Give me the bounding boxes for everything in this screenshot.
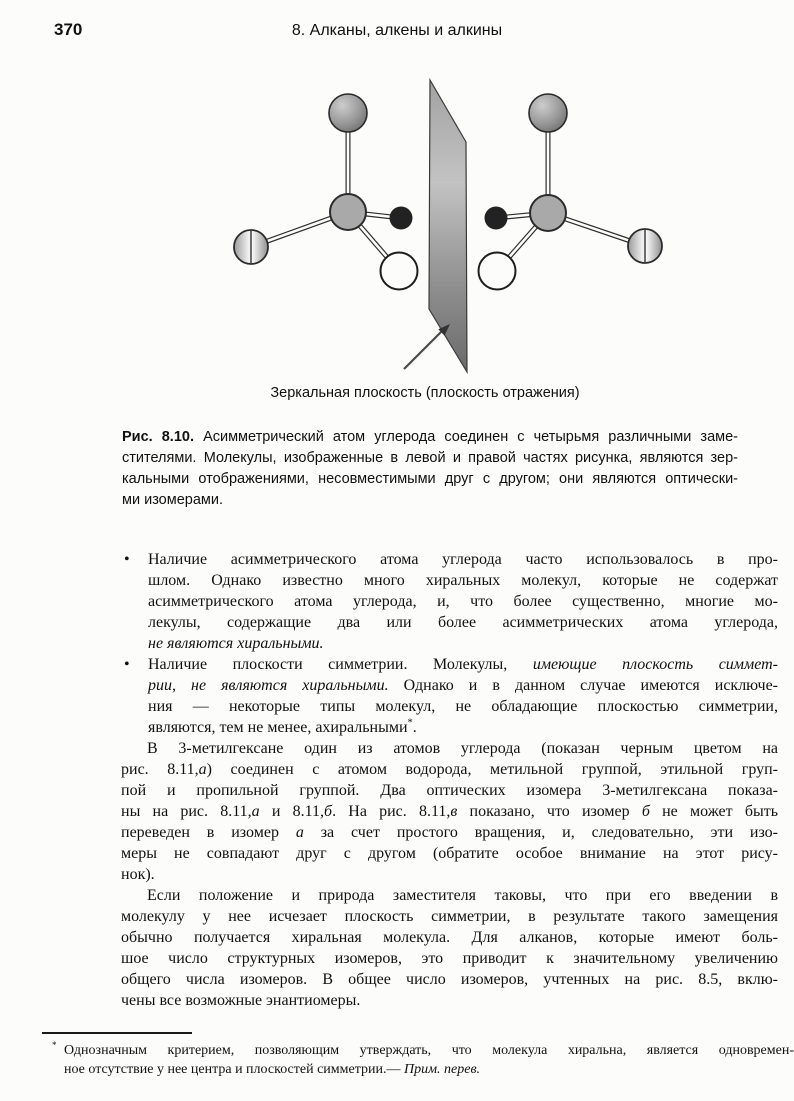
body-text [121, 549, 778, 1011]
text-line: ния — некоторые типы молекул, не обладающие плоскостью симметрии, [148, 698, 778, 715]
text-line: не являются хиральными. [148, 635, 324, 652]
figure-8-10 [0, 0, 794, 386]
text-line: Если положение и природа заместителя таковы, что при его введении в [147, 887, 778, 904]
substituent-sphere-striped-right [628, 229, 662, 263]
text-line: рии, не являются хиральными. Однако и в данном случае имеются исключе- [148, 677, 778, 694]
substituent-sphere-black-right [485, 207, 508, 230]
central-carbon-right [530, 195, 566, 231]
page-number: 370 [54, 20, 83, 39]
footnote [52, 1041, 794, 1079]
pointer-arrow-icon [404, 324, 450, 369]
text-line: рис. 8.11,а) соединен с атомом водорода, метильной группой, этильной груп- [121, 761, 778, 778]
text-line: ное отсутствие у нее центра и плоскостей симметрии.— Прим. перев. [64, 1062, 481, 1077]
text-line: переведен в изомер а за счет простого вращения, и, следовательно, эти изо- [121, 824, 779, 841]
text-line: шлом. Однако известно много хиральных молекул, которые не содержат [148, 572, 778, 589]
text-line: молекулу у нее исчезает плоскость симметрии, в результате такого замещения [121, 908, 778, 925]
text-line: пой и пропильной группой. Два оптических изомера 3-метилгексана показа- [121, 782, 778, 799]
chapter-header: 8. Алканы, алкены и алкины [291, 22, 503, 39]
text-line: Наличие плоскости симметрии. Молекулы, имеющие плоскость симмет- [148, 656, 779, 673]
molecule-right [479, 94, 663, 290]
footnote-divider [42, 1032, 192, 1034]
text-line: ми изомерами. [122, 492, 224, 508]
bullet-item-asymmetric-carbon [121, 549, 778, 654]
text-line: являются, тем не менее, ахиральными*. [148, 717, 417, 736]
paragraph-3-methylhexane [121, 738, 778, 885]
substituent-sphere-black-left [390, 207, 413, 230]
text-line: стителями. Молекулы, изображенные в левой и правой частях рисунка, являются зер- [122, 450, 738, 466]
text-line: нок). [121, 866, 155, 883]
paragraph-chiral-substitution [121, 885, 778, 1011]
bond-highlights-right [496, 113, 645, 271]
text-line: В 3-метилгексане один из атомов углерода (показан черным цветом на [147, 740, 778, 757]
bullet-icon: • [124, 551, 130, 568]
bond-highlights-left [251, 113, 401, 271]
substituent-sphere-top-left [329, 94, 367, 132]
text-line: обычно получается хиральная молекула. Для алканов, которые имеют боль- [121, 929, 778, 946]
text-line: шое число структурных изомеров, это приводит к значительному увеличению [121, 950, 778, 967]
text-line: Наличие асимметрического атома углерода часто использовалось в про- [148, 551, 778, 568]
bullet-text [148, 549, 778, 654]
central-carbon-left [330, 194, 366, 230]
text-line: * Однозначным критерием, позволяющим утверждать, что молекула хиральна, является одновремен- [52, 1040, 794, 1058]
substituent-sphere-striped-left [234, 230, 268, 264]
bullet-text [148, 654, 778, 738]
text-line: лекулы, содержащие два или более асимметрических атома углерода, [148, 614, 778, 631]
text-line: асимметрического атома углерода, и, что более существенно, многие мо- [148, 593, 778, 610]
text-line: общего числа изомеров. В общее число изомеров, учтенных на рис. 8.5, вклю- [121, 971, 778, 988]
text-line: Рис. 8.10. Асимметрический атом углерода соединен с четырьмя различными заме- [122, 429, 738, 445]
bullet-item-symmetry-plane [121, 654, 778, 738]
mirror-plane-label: Зеркальная плоскость (плоскость отражения) [270, 385, 580, 401]
text-line: ны на рис. 8.11,а и 8.11,б. На рис. 8.11,в показано, что изомер б не может быть [121, 803, 779, 820]
text-line: меры не совпадают друг с другом (обратите особое внимание на этот рису- [121, 845, 778, 862]
substituent-sphere-white-right [479, 253, 516, 290]
bullet-icon: • [124, 656, 130, 673]
substituent-sphere-white-left [381, 253, 418, 290]
text-line: кальными отображениями, несовместимыми друг с другом; они являются оптически- [122, 471, 738, 487]
molecule-left [234, 94, 418, 290]
substituent-sphere-top-right [529, 94, 567, 132]
figure-caption [122, 427, 738, 511]
text-line: чены все возможные энантиомеры. [121, 992, 361, 1009]
